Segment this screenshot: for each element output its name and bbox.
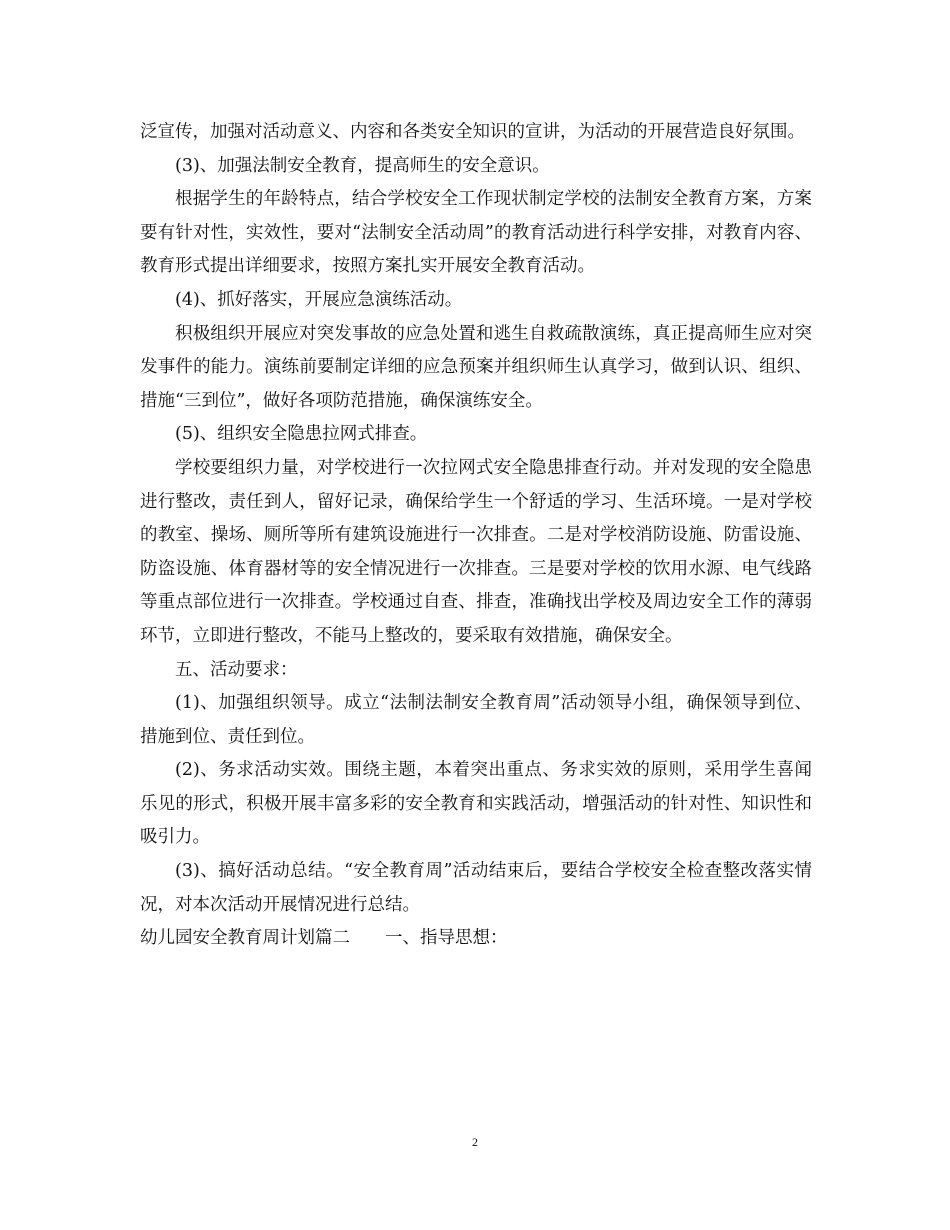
paragraph: 泛宣传，加强对活动意义、内容和各类安全知识的宣讲，为活动的开展营造良好氛围。 <box>140 122 805 142</box>
page-number: 2 <box>472 1135 478 1149</box>
paragraph: 根据学生的年龄特点，结合学校安全工作现状制定学校的法制安全教育方案，方案要有针对性，实效性，要对“法制安全活动周”的教育活动进行科学安排，对教育内容、教育形式提出详细要求，按照方案扎实开展安全教育活动。 <box>140 189 812 277</box>
closing-line: 幼儿园安全教育周计划篇二 一、指导思想： <box>140 928 508 949</box>
paragraph: (1)、加强组织领导。成立“法制法制安全教育周”活动领导小组，确保领导到位、措施到位、责任到位。 <box>140 693 812 747</box>
paragraph: 积极组织开展应对突发事故的应急处置和逃生自救疏散演练，真正提高师生应对突发事件的能力。演练前要制定详细的应急预案并组织师生认真学习，做到认识、组织、措施“三到位”，做好各项防范措施，确保演练安全。 <box>140 323 812 411</box>
paragraph: (4)、抓好落实，开展应急演练活动。 <box>175 289 463 310</box>
paragraph: 学校要组织力量，对学校进行一次拉网式安全隐患排查行动。并对发现的安全隐患进行整改，责任到人，留好记录，确保给学生一个舒适的学习、生活环境。一是对学校的教室、操场、厕所等所有建筑设施进行一次排查。二是对学校消防设施、防雷设施、防盗设施、体育器材等的安全情况进行一次排查。三是要对学校的饮用水源、电气线路等重点部位进行一次排查。学校通过自查、排查，准确找出学校及周边安全工作的薄弱环节，立即进行整改，不能马上整改的，要采取有效措施，确保安全。 <box>140 457 812 646</box>
section-heading: 五、活动要求： <box>175 659 298 680</box>
paragraph: (3)、加强法制安全教育，提高师生的安全意识。 <box>175 155 550 176</box>
paragraph: (2)、务求活动实效。围绕主题，本着突出重点、务求实效的原则，采用学生喜闻乐见的形式，积极开展丰富多彩的安全教育和实践活动，增强活动的针对性、知识性和吸引力。 <box>140 760 812 848</box>
paragraph: (5)、组织安全隐患拉网式排查。 <box>175 424 428 445</box>
paragraph: (3)、搞好活动总结。“安全教育周”活动结束后，要结合学校安全检查整改落实情况，对本次活动开展情况进行总结。 <box>140 861 812 915</box>
document-body <box>140 116 812 956</box>
